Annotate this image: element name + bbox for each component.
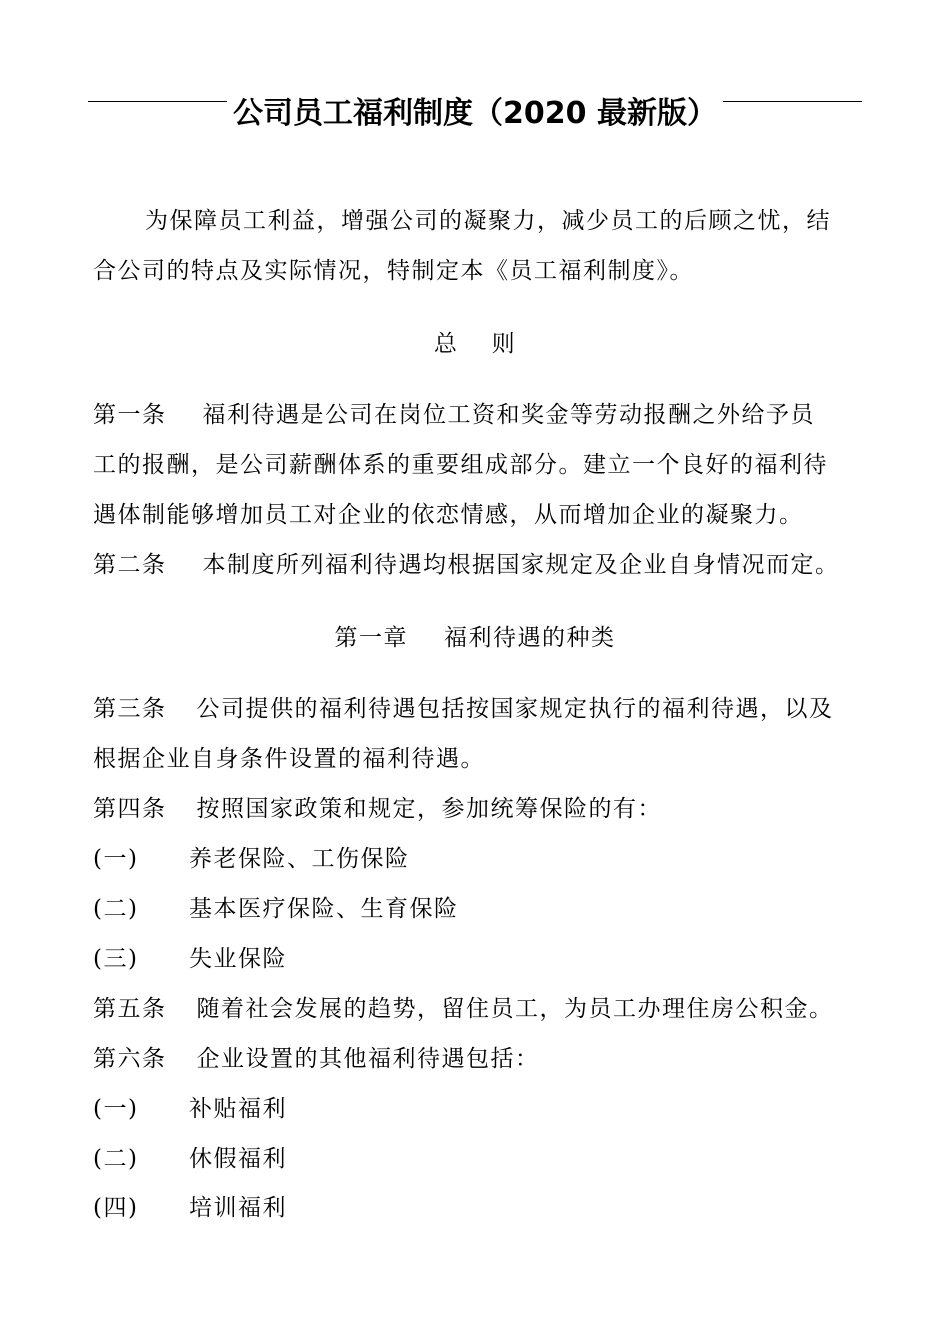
article-1-text-1: 福利待遇是公司在岗位工资和奖金等劳动报酬之外给予员 — [202, 402, 815, 428]
list-item-number: (二) — [93, 1146, 139, 1172]
article-2-line — [93, 548, 863, 582]
chapter-1-label: 第一章 — [334, 625, 408, 651]
list-item — [93, 1191, 863, 1225]
article-3-line-1 — [93, 692, 863, 726]
chapter-1-title: 福利待遇的种类 — [444, 625, 616, 651]
article-6-line — [93, 1042, 863, 1076]
list-item — [93, 942, 863, 976]
list-item-text: 休假福利 — [189, 1146, 287, 1172]
list-item-text: 培训福利 — [189, 1195, 287, 1221]
list-item-text: 失业保险 — [189, 946, 287, 972]
list-item-number: (四) — [93, 1195, 139, 1221]
article-1-label: 第一条 — [93, 402, 167, 428]
article-1-line-2: 工的报酬，是公司薪酬体系的重要组成部分。建立一个良好的福利待 — [93, 452, 828, 478]
list-item-text: 养老保险、工伤保险 — [189, 846, 410, 872]
list-item-number: (一) — [93, 846, 139, 872]
article-4-text: 按照国家政策和规定，参加统筹保险的有： — [196, 796, 662, 822]
article-2-label: 第二条 — [93, 552, 167, 578]
document-title-text: 公司员工福利制度（2020 最新版） — [227, 96, 723, 131]
article-3-label: 第三条 — [93, 696, 167, 722]
intro-line-1: 为保障员工利益，增强公司的凝聚力，减少员工的后顾之忧，结 — [145, 208, 831, 234]
list-item-number: (二) — [93, 896, 139, 922]
article-1-line-1 — [93, 398, 863, 432]
chapter-1-heading — [0, 621, 950, 655]
article-1-line-3: 遇体制能够增加员工对企业的依恋情感，从而增加企业的凝聚力。 — [93, 502, 804, 528]
article-4-label: 第四条 — [93, 796, 167, 822]
list-item — [93, 892, 863, 926]
article-3-line-2: 根据企业自身条件设置的福利待遇。 — [93, 746, 485, 772]
intro-line-2: 合公司的特点及实际情况，特制定本《员工福利制度》。 — [93, 258, 694, 284]
list-item — [93, 842, 863, 876]
article-6-text: 企业设置的其他福利待遇包括： — [196, 1046, 540, 1072]
article-5-label: 第五条 — [93, 996, 167, 1022]
article-5-line — [93, 992, 863, 1026]
document-title — [0, 90, 950, 138]
article-5-text: 随着社会发展的趋势，留住员工，为员工办理住房公积金。 — [196, 996, 834, 1022]
list-item-text: 基本医疗保险、生育保险 — [189, 896, 459, 922]
article-3-text-1: 公司提供的福利待遇包括按国家规定执行的福利待遇，以及 — [196, 696, 834, 722]
list-item-text: 补贴福利 — [189, 1096, 287, 1122]
list-item-number: (三) — [93, 946, 139, 972]
list-item-number: (一) — [93, 1096, 139, 1122]
list-item — [93, 1092, 863, 1126]
article-6-label: 第六条 — [93, 1046, 167, 1072]
list-item — [93, 1142, 863, 1176]
article-4-line — [93, 792, 863, 826]
article-2-text: 本制度所列福利待遇均根据国家规定及企业自身情况而定。 — [202, 552, 840, 578]
general-heading: 总 则 — [433, 331, 517, 357]
